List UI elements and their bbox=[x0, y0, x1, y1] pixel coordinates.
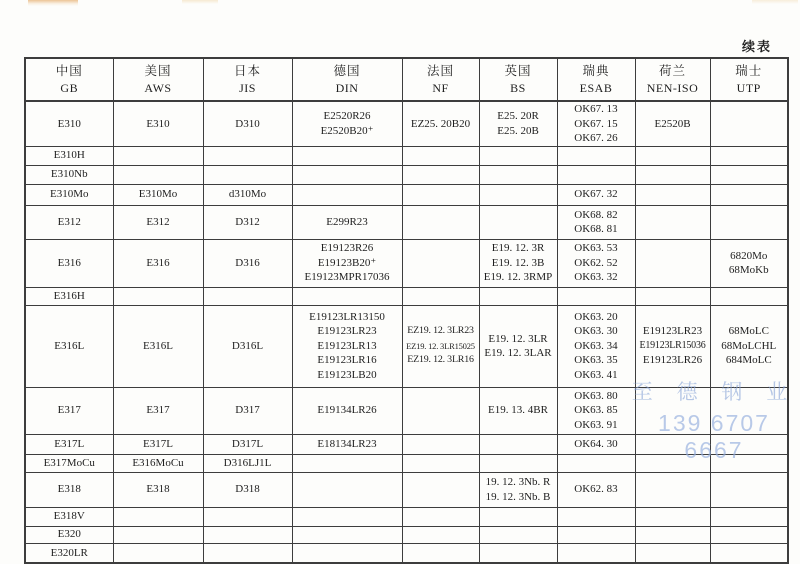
table-cell bbox=[710, 146, 788, 165]
table-cell: E299R23 bbox=[292, 205, 402, 239]
table-cell bbox=[113, 165, 203, 184]
table-cell: E317L bbox=[25, 434, 113, 454]
table-cell bbox=[402, 507, 479, 526]
column-header-aws: 美国 AWS bbox=[113, 58, 203, 101]
table-cell: E317MoCu bbox=[25, 454, 113, 472]
table-cell bbox=[402, 472, 479, 507]
table-cell bbox=[479, 184, 557, 205]
table-row bbox=[25, 387, 788, 434]
watermark-text: 至 德 钢 业 bbox=[631, 381, 797, 404]
welding-standards-table bbox=[24, 57, 789, 564]
column-header-utp: 瑞士 UTP bbox=[710, 58, 788, 101]
table-cell bbox=[402, 205, 479, 239]
table-cell: E317L bbox=[113, 434, 203, 454]
scan-smudge bbox=[752, 0, 798, 4]
table-cell: E19123LR23 E19123LR15036 E19123LR26 bbox=[635, 305, 710, 387]
table-row bbox=[25, 472, 788, 507]
table-cell: OK63. 53 OK62. 52 OK63. 32 bbox=[557, 239, 635, 287]
table-cell: E317 bbox=[25, 387, 113, 434]
table-row bbox=[25, 184, 788, 205]
table-cell bbox=[710, 101, 788, 146]
column-header-din: 德国 DIN bbox=[292, 58, 402, 101]
table-cell bbox=[113, 507, 203, 526]
table-cell bbox=[710, 205, 788, 239]
table-cell bbox=[557, 454, 635, 472]
table-cell: E317 bbox=[113, 387, 203, 434]
table-cell bbox=[113, 526, 203, 543]
column-header-jis: 日本 JIS bbox=[203, 58, 292, 101]
table-cell bbox=[635, 165, 710, 184]
table-cell bbox=[292, 543, 402, 563]
table-cell: OK67. 32 bbox=[557, 184, 635, 205]
table-row bbox=[25, 526, 788, 543]
table-row bbox=[25, 454, 788, 472]
table-cell: D316 bbox=[203, 239, 292, 287]
table-cell bbox=[479, 287, 557, 305]
table-row bbox=[25, 146, 788, 165]
table-cell: E312 bbox=[25, 205, 113, 239]
table-cell: 6820Mo 68MoKb bbox=[710, 239, 788, 287]
table-cell bbox=[479, 543, 557, 563]
table-cell bbox=[635, 472, 710, 507]
table-cell bbox=[203, 287, 292, 305]
table-cell bbox=[479, 205, 557, 239]
table-cell bbox=[635, 507, 710, 526]
table-cell: E312 bbox=[113, 205, 203, 239]
table-cell: E316MoCu bbox=[113, 454, 203, 472]
table-cell bbox=[402, 146, 479, 165]
table-cell bbox=[402, 434, 479, 454]
table-cell bbox=[635, 434, 710, 454]
table-cell: OK62. 83 bbox=[557, 472, 635, 507]
table-cell bbox=[557, 543, 635, 563]
table-cell bbox=[292, 472, 402, 507]
table-cell: E310Mo bbox=[113, 184, 203, 205]
table-cell: E310 bbox=[113, 101, 203, 146]
scan-smudge bbox=[28, 0, 78, 6]
table-row bbox=[25, 239, 788, 287]
table-cell bbox=[292, 526, 402, 543]
table-cell bbox=[292, 507, 402, 526]
table-cell bbox=[292, 165, 402, 184]
table-cell: 68MoLC 68MoLCHL 684MoLC bbox=[710, 305, 788, 387]
table-cell: D317 bbox=[203, 387, 292, 434]
table-cell bbox=[710, 165, 788, 184]
table-cell: E318 bbox=[113, 472, 203, 507]
table-cell bbox=[710, 387, 788, 434]
table-cell: E320LR bbox=[25, 543, 113, 563]
column-header-esab: 瑞典 ESAB bbox=[557, 58, 635, 101]
table-cell: 19. 12. 3Nb. R 19. 12. 3Nb. B bbox=[479, 472, 557, 507]
table-cell bbox=[710, 526, 788, 543]
table-header-row bbox=[25, 58, 788, 101]
table-cell bbox=[479, 507, 557, 526]
table-cell bbox=[635, 184, 710, 205]
table-cell: E310Nb bbox=[25, 165, 113, 184]
table-cell: D317L bbox=[203, 434, 292, 454]
table-cell bbox=[203, 526, 292, 543]
table-cell: d310Mo bbox=[203, 184, 292, 205]
table-cell: E316L bbox=[25, 305, 113, 387]
table-cell: E19. 12. 3R E19. 12. 3B E19. 12. 3RMP bbox=[479, 239, 557, 287]
table-cell bbox=[557, 146, 635, 165]
table-row bbox=[25, 165, 788, 184]
table-cell bbox=[402, 165, 479, 184]
table-cell: OK68. 82 OK68. 81 bbox=[557, 205, 635, 239]
table-cell bbox=[635, 205, 710, 239]
table-cell: E310Mo bbox=[25, 184, 113, 205]
table-cell: OK67. 13 OK67. 15 OK67. 26 bbox=[557, 101, 635, 146]
table-row bbox=[25, 305, 788, 387]
table-cell: E19123LR13150 E19123LR23 E19123LR13 E19123LR16 E19123LB20 bbox=[292, 305, 402, 387]
table-row bbox=[25, 287, 788, 305]
table-cell: EZ19. 12. 3LR23 EZ19. 12. 3LR15025 EZ19. 12. 3LR16 bbox=[402, 305, 479, 387]
table-cell bbox=[203, 507, 292, 526]
table-cell bbox=[203, 165, 292, 184]
table-cell bbox=[710, 543, 788, 563]
table-cell bbox=[402, 287, 479, 305]
table-cell: E19123R26 E19123B20⁺ E19123MPR17036 bbox=[292, 239, 402, 287]
table-cell: E318 bbox=[25, 472, 113, 507]
table-cell bbox=[710, 287, 788, 305]
table-cell bbox=[113, 287, 203, 305]
table-cell bbox=[402, 543, 479, 563]
table-cell bbox=[113, 543, 203, 563]
table-cell bbox=[479, 454, 557, 472]
table-cell: OK63. 20 OK63. 30 OK63. 34 OK63. 35 OK63. 41 bbox=[557, 305, 635, 387]
table-cell: EZ25. 20B20 bbox=[402, 101, 479, 146]
table-cell bbox=[402, 184, 479, 205]
table-cell: E310H bbox=[25, 146, 113, 165]
table-cell bbox=[710, 454, 788, 472]
table-row bbox=[25, 434, 788, 454]
table-cell bbox=[557, 507, 635, 526]
table-cell bbox=[557, 526, 635, 543]
watermark-phone: 139 6707 6667 bbox=[658, 410, 770, 463]
table-row bbox=[25, 101, 788, 146]
table-cell: E310 bbox=[25, 101, 113, 146]
table-cell: E18134LR23 bbox=[292, 434, 402, 454]
table-cell: E19. 12. 3LR E19. 12. 3LAR bbox=[479, 305, 557, 387]
table-cell bbox=[402, 454, 479, 472]
table-cell: E2520B bbox=[635, 101, 710, 146]
table-row bbox=[25, 543, 788, 563]
table-cell: E19134LR26 bbox=[292, 387, 402, 434]
table-cell: E2520R26 E2520B20⁺ bbox=[292, 101, 402, 146]
table-cell: E316 bbox=[25, 239, 113, 287]
continued-table-label: 续表 bbox=[741, 39, 772, 54]
table-cell bbox=[635, 543, 710, 563]
table-cell bbox=[710, 434, 788, 454]
table-cell bbox=[203, 543, 292, 563]
table-cell: OK64. 30 bbox=[557, 434, 635, 454]
table-cell bbox=[292, 146, 402, 165]
table-cell bbox=[635, 287, 710, 305]
table-cell: E316 bbox=[113, 239, 203, 287]
table-cell bbox=[292, 454, 402, 472]
table-cell: E318V bbox=[25, 507, 113, 526]
table-row bbox=[25, 507, 788, 526]
table-cell bbox=[635, 454, 710, 472]
table-cell bbox=[635, 239, 710, 287]
table-cell: E25. 20R E25. 20B bbox=[479, 101, 557, 146]
table-cell bbox=[203, 146, 292, 165]
table-cell bbox=[635, 526, 710, 543]
table-cell bbox=[479, 146, 557, 165]
table-cell bbox=[710, 184, 788, 205]
table-cell bbox=[479, 526, 557, 543]
table-cell bbox=[557, 165, 635, 184]
table-cell: OK63. 80 OK63. 85 OK63. 91 bbox=[557, 387, 635, 434]
table-cell: D318 bbox=[203, 472, 292, 507]
table-cell bbox=[292, 287, 402, 305]
table-cell bbox=[557, 287, 635, 305]
table-row bbox=[25, 205, 788, 239]
table-cell: D316LJ1L bbox=[203, 454, 292, 472]
table-cell: E316L bbox=[113, 305, 203, 387]
column-header-nf: 法国 NF bbox=[402, 58, 479, 101]
scan-smudge bbox=[182, 0, 218, 4]
table-cell bbox=[402, 387, 479, 434]
column-header-bs: 英国 BS bbox=[479, 58, 557, 101]
table-cell: E320 bbox=[25, 526, 113, 543]
table-cell: D310 bbox=[203, 101, 292, 146]
table-cell bbox=[113, 146, 203, 165]
table-cell bbox=[402, 526, 479, 543]
table-cell: D316L bbox=[203, 305, 292, 387]
table-cell bbox=[635, 387, 710, 434]
table-cell bbox=[479, 434, 557, 454]
table-cell bbox=[710, 507, 788, 526]
table-cell bbox=[292, 184, 402, 205]
column-header-gb: 中国 GB bbox=[25, 58, 113, 101]
table-cell bbox=[479, 165, 557, 184]
column-header-nen-iso: 荷兰 NEN-ISO bbox=[635, 58, 710, 101]
table-cell bbox=[635, 146, 710, 165]
table-cell bbox=[710, 472, 788, 507]
table-cell: E19. 13. 4BR bbox=[479, 387, 557, 434]
table-cell: D312 bbox=[203, 205, 292, 239]
table-cell bbox=[402, 239, 479, 287]
table-cell: E316H bbox=[25, 287, 113, 305]
